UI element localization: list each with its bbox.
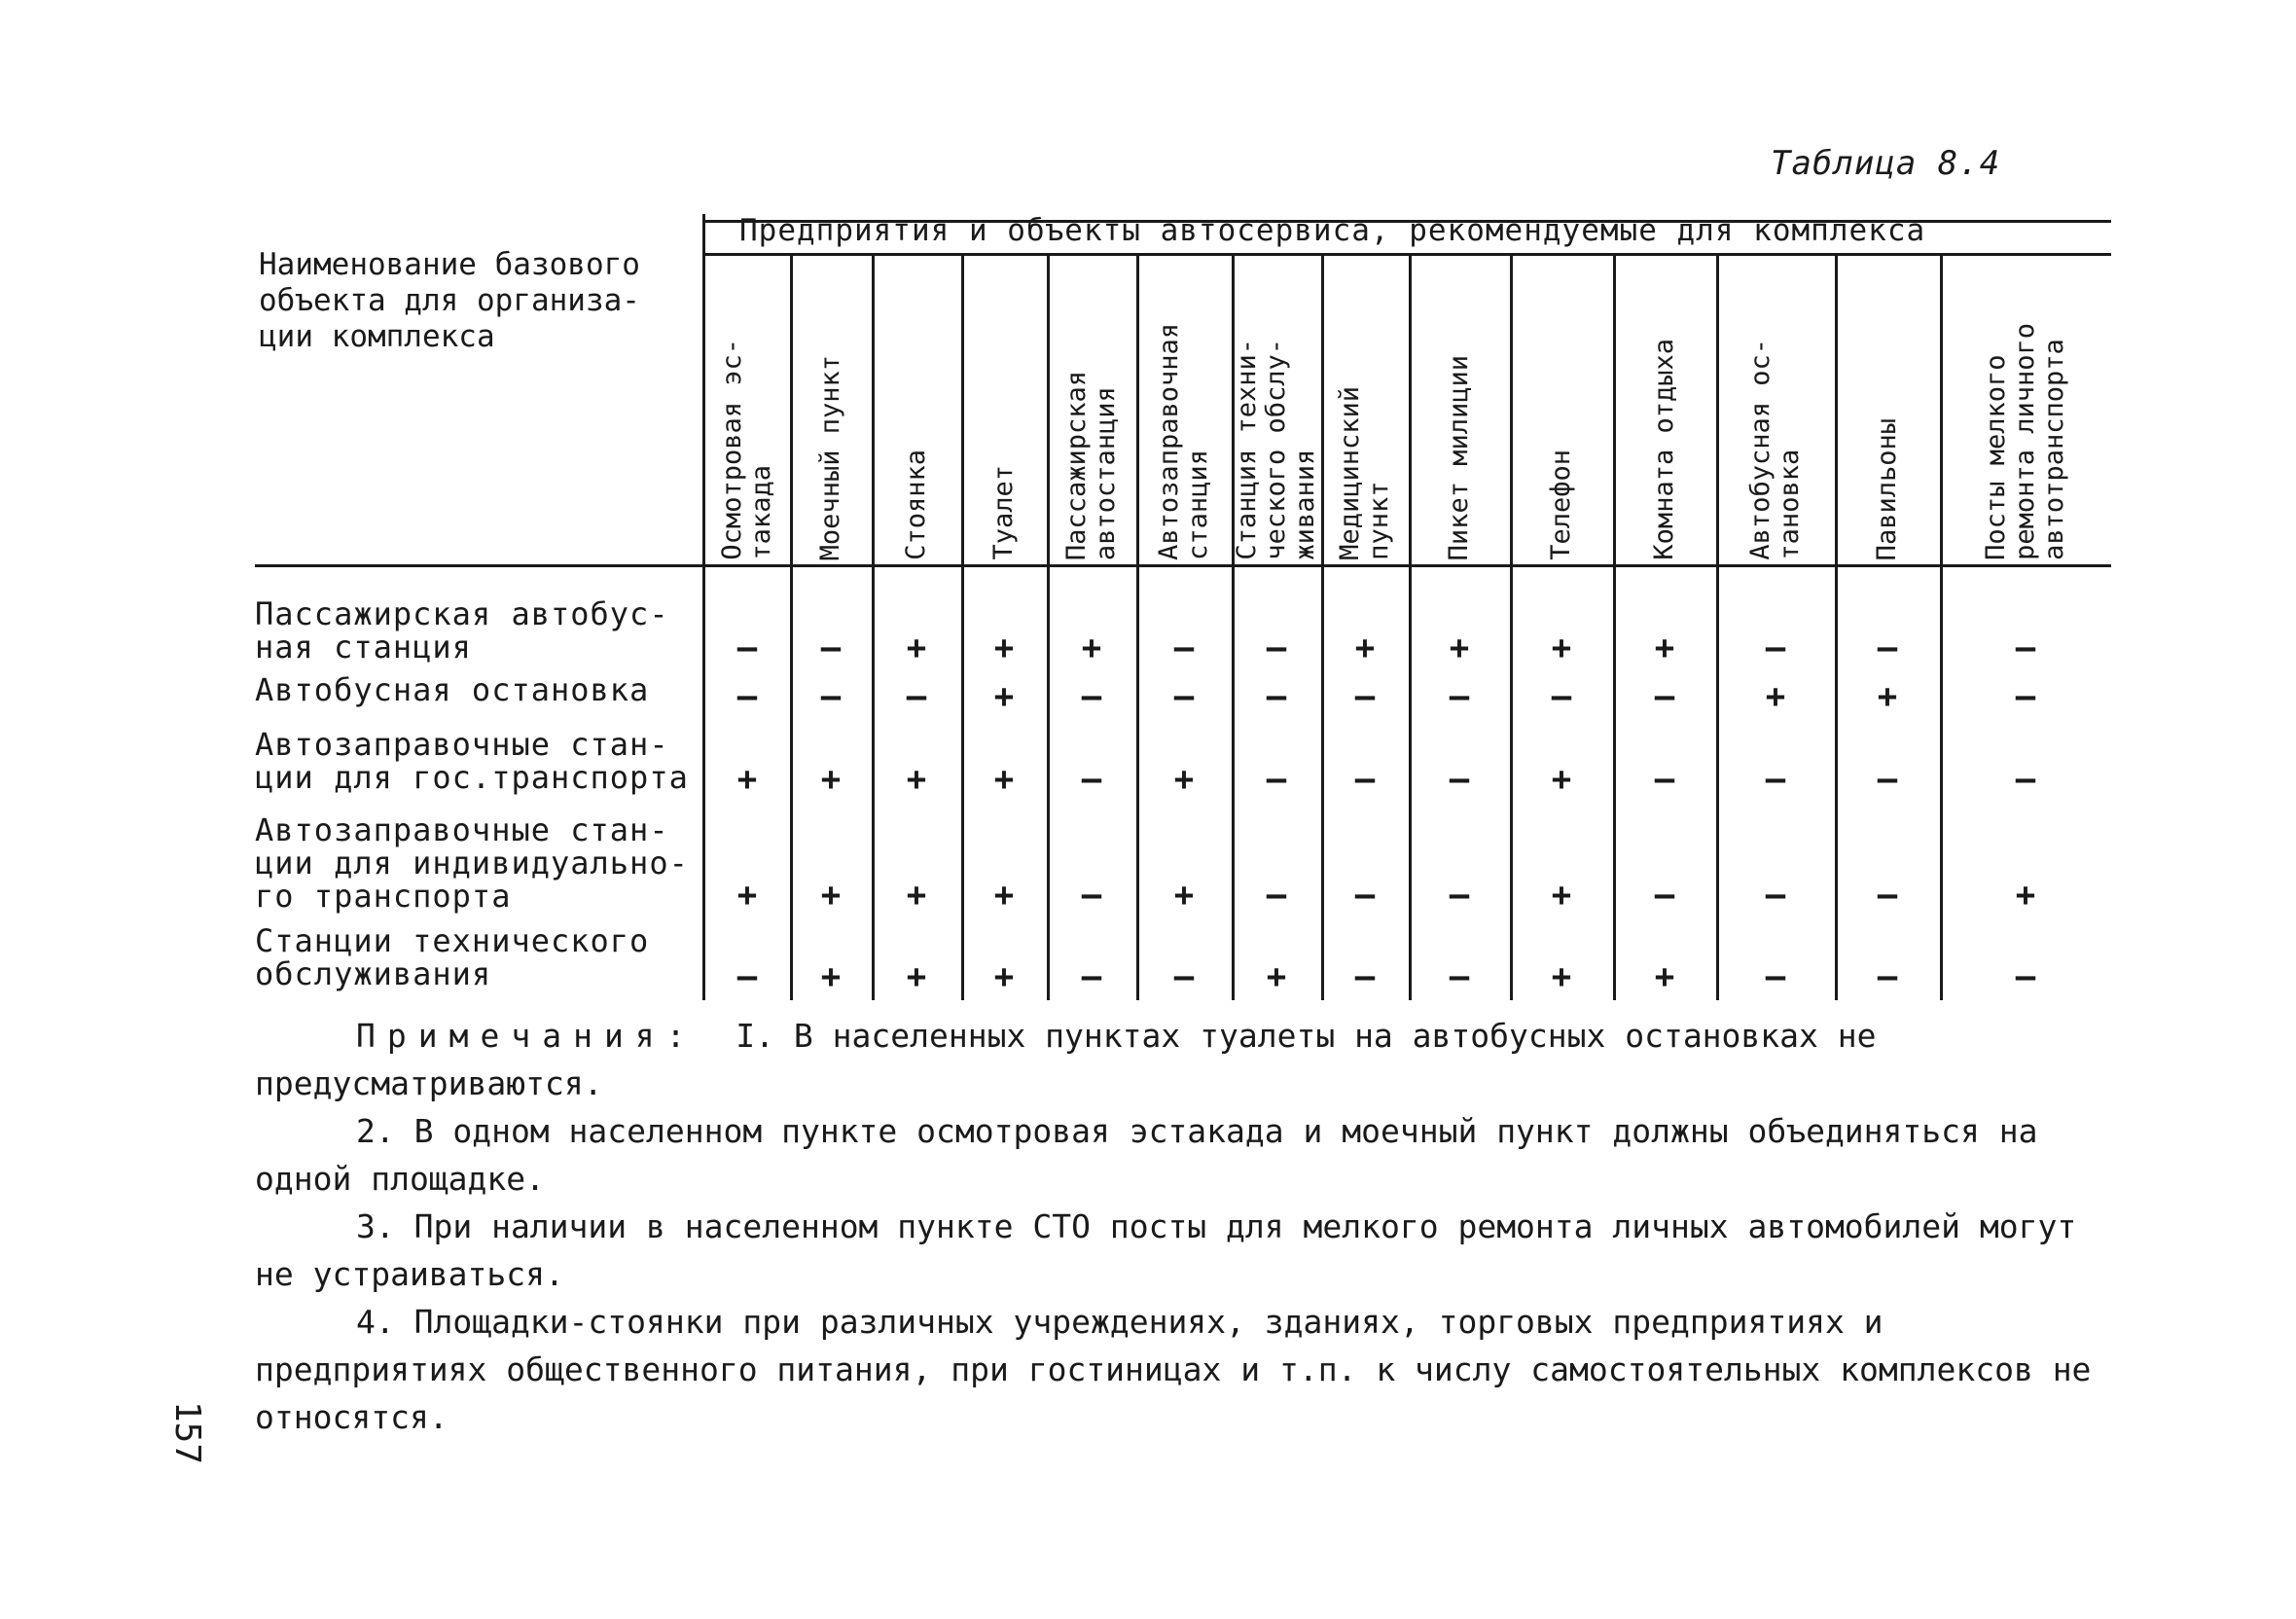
table-cell: + bbox=[1765, 677, 1786, 716]
table-cell: + bbox=[906, 876, 927, 915]
table-cell: + bbox=[736, 760, 758, 799]
table-cell: – bbox=[1877, 629, 1898, 667]
table-cell: + bbox=[1449, 629, 1470, 667]
table-cell: – bbox=[1877, 876, 1898, 915]
group-header: Предприятия и объекты автосервиса, рекомендуемые для комплекса bbox=[739, 213, 1926, 248]
table-cell: – bbox=[1081, 957, 1102, 996]
column-header-label: Посты мелкого ремонта личного автотранспорта bbox=[1981, 323, 2069, 560]
column-header-label: Комната отдыха bbox=[1649, 339, 1679, 560]
table-cell: – bbox=[1266, 876, 1287, 915]
table-cell: + bbox=[993, 677, 1015, 716]
column-header bbox=[1510, 263, 1613, 564]
table-cell: + bbox=[1551, 629, 1572, 667]
table-cell: – bbox=[1765, 876, 1786, 915]
table-cell: – bbox=[1765, 629, 1786, 667]
column-header-label: Станция техни- ческого обслу- живания bbox=[1232, 339, 1320, 560]
row-label: Автозаправочные стан- ции для индивидуально- го транспорта bbox=[255, 811, 689, 915]
note-1: I. В населенных пунктах туалеты на автобусных остановках не предусматриваются. bbox=[255, 1017, 1877, 1102]
table-cell: + bbox=[1877, 677, 1898, 716]
row-label: Станции технического обслуживания bbox=[255, 922, 650, 992]
table-cell: + bbox=[1551, 760, 1572, 799]
table-cell: + bbox=[1081, 629, 1102, 667]
table-cell: – bbox=[1354, 876, 1376, 915]
table-cell: + bbox=[993, 957, 1015, 996]
column-header bbox=[1613, 263, 1716, 564]
column-header bbox=[1232, 263, 1321, 564]
column-header bbox=[790, 263, 872, 564]
table-cell: – bbox=[1765, 760, 1786, 799]
table-cell: – bbox=[1266, 760, 1287, 799]
column-header bbox=[1940, 263, 2111, 564]
table-cell: – bbox=[1449, 677, 1470, 716]
table-cell: – bbox=[1081, 760, 1102, 799]
column-header bbox=[704, 263, 790, 564]
column-header bbox=[1409, 263, 1510, 564]
column-header-label: Автозаправочная станция bbox=[1154, 323, 1213, 560]
row-label: Пассажирская автобус- ная станция bbox=[255, 595, 669, 666]
column-header-label: Осмотровая эс- такада bbox=[717, 339, 776, 560]
notes-heading: Примечания: bbox=[356, 1017, 698, 1055]
table-cell: – bbox=[2015, 629, 2036, 667]
table-cell: + bbox=[820, 760, 842, 799]
table-cell: – bbox=[1081, 677, 1102, 716]
table-cell: – bbox=[1654, 677, 1675, 716]
table-cell: + bbox=[1551, 957, 1572, 996]
table-cell: – bbox=[1173, 957, 1195, 996]
table-cell: – bbox=[736, 957, 758, 996]
column-header-label: Автобусная ос- тановка bbox=[1745, 339, 1805, 560]
column-header bbox=[872, 263, 961, 564]
table-cell: – bbox=[906, 677, 927, 716]
column-header bbox=[1835, 263, 1940, 564]
column-header bbox=[1136, 263, 1232, 564]
table-cell: – bbox=[820, 677, 842, 716]
table-cell: – bbox=[2015, 957, 2036, 996]
table-cell: – bbox=[1654, 876, 1675, 915]
table-cell: + bbox=[1173, 760, 1195, 799]
column-header-label: Медицинский пункт bbox=[1335, 386, 1394, 560]
table-cell: + bbox=[1654, 957, 1675, 996]
table-cell: – bbox=[1266, 629, 1287, 667]
column-header-label: Телефон bbox=[1546, 450, 1576, 560]
note-4: 4. Площадки-стоянки при различных учреждениях, зданиях, торговых предприятиях и предприятиях общественного питания, при гостиницах и т.п. к числу самостоятельных комплексов не относятся. bbox=[255, 1303, 2092, 1436]
note-2: 2. В одном населенном пункте осмотровая эстакада и моечный пункт должны объединяться на одной площадке. bbox=[255, 1112, 2038, 1198]
table-number: Таблица 8.4 bbox=[1771, 144, 2001, 183]
table-cell: – bbox=[2015, 760, 2036, 799]
table-cell: + bbox=[906, 629, 927, 667]
table-cell: + bbox=[993, 760, 1015, 799]
table-cell: – bbox=[1081, 876, 1102, 915]
table-cell: – bbox=[1354, 760, 1376, 799]
table-cell: – bbox=[1551, 677, 1572, 716]
column-header-label: Павильоны bbox=[1872, 417, 1902, 560]
table-cell: – bbox=[1173, 629, 1195, 667]
table-cell: – bbox=[736, 629, 758, 667]
note-3: 3. При наличии в населенном пункте СТО посты для мелкого ремонта личных автомобилей могут не устраиваться. bbox=[255, 1207, 2077, 1293]
table-cell: – bbox=[1173, 677, 1195, 716]
header-bottom-rule bbox=[255, 564, 2111, 567]
table-cell: – bbox=[1877, 760, 1898, 799]
table-cell: – bbox=[1354, 677, 1376, 716]
table-cell: – bbox=[1765, 957, 1786, 996]
table-cell: + bbox=[736, 876, 758, 915]
table-cell: – bbox=[2015, 677, 2036, 716]
table-cell: + bbox=[993, 629, 1015, 667]
table-cell: + bbox=[1173, 876, 1195, 915]
column-header-label: Стоянка bbox=[901, 450, 931, 560]
group-header-rule bbox=[704, 253, 2111, 256]
table-cell: – bbox=[1654, 760, 1675, 799]
page-number: 157 bbox=[167, 1401, 207, 1465]
table-cell: – bbox=[1877, 957, 1898, 996]
table-cell: – bbox=[1266, 677, 1287, 716]
table-cell: + bbox=[1354, 629, 1376, 667]
table-cell: + bbox=[906, 760, 927, 799]
stub-header: Наименование базового объекта для организа- ции комплекса bbox=[259, 247, 640, 354]
column-header bbox=[1716, 263, 1835, 564]
notes bbox=[255, 1012, 2103, 1441]
column-header-label: Туалет bbox=[988, 465, 1019, 560]
table-cell: + bbox=[820, 957, 842, 996]
row-label: Автобусная остановка bbox=[255, 671, 650, 708]
table-cell: – bbox=[1449, 876, 1470, 915]
table-cell: + bbox=[1266, 957, 1287, 996]
table-cell: – bbox=[1449, 760, 1470, 799]
table-cell: + bbox=[1654, 629, 1675, 667]
table-cell: – bbox=[736, 677, 758, 716]
column-header bbox=[1047, 263, 1136, 564]
table-cell: – bbox=[820, 629, 842, 667]
table-cell: + bbox=[2015, 876, 2036, 915]
table-cell: – bbox=[1354, 957, 1376, 996]
column-header bbox=[1321, 263, 1409, 564]
column-header-label: Пикет милиции bbox=[1444, 354, 1474, 560]
table-cell: + bbox=[993, 876, 1015, 915]
column-header-label: Моечный пункт bbox=[815, 354, 845, 560]
column-header-label: Пассажирская автостанция bbox=[1061, 370, 1121, 560]
table-cell: + bbox=[1551, 876, 1572, 915]
table-cell: – bbox=[1449, 957, 1470, 996]
row-label: Автозаправочные стан- ции для гос.транспорта bbox=[255, 726, 689, 796]
column-header bbox=[961, 263, 1047, 564]
table-cell: + bbox=[906, 957, 927, 996]
table-cell: + bbox=[820, 876, 842, 915]
